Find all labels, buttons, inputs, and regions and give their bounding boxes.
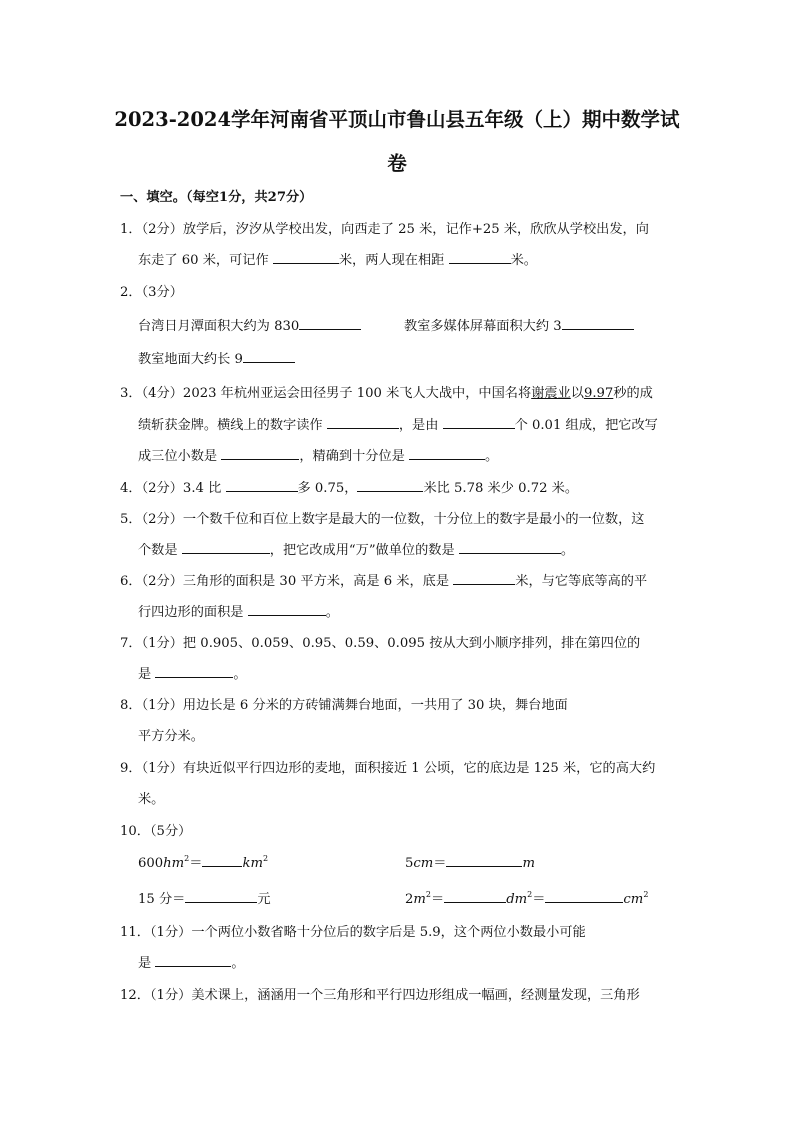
question-3-line1 [120,382,653,401]
equals: ＝ [431,892,445,907]
text: 。 [560,543,575,558]
question-5-line1: 5．（2分）一个数千位和百位上数字是最大的一位数，十分位上的数字是最小的一位数，这 [120,512,645,527]
question-8-line2: 平方分米。 [138,729,204,744]
text: 米比 5.78 米少 0.72 米。 [423,481,579,496]
unit: m [413,892,426,907]
unit: m [522,856,535,871]
exponent: 2 [262,854,269,863]
question-1-line2 [138,249,537,268]
text: 教室多媒体屏幕面积大约 3 [404,319,562,334]
equals: ＝ [189,856,203,871]
equals: ＝ [433,856,447,871]
text: 个 0.01 组成，把它改写 [514,418,658,433]
answer-blank[interactable] [409,447,485,460]
question-7-line1: 7．（1分）把 0.905、0.059、0.95、0.59、0.095 按从大到小顺序排列，排在第四位的 [120,636,641,651]
answer-blank[interactable] [155,954,231,967]
question-10-conv3 [138,888,271,907]
answer-blank[interactable] [444,890,506,903]
text: 15 分＝ [138,892,186,907]
section-heading: 一、填空。（每空1分，共27分） [120,190,313,205]
answer-blank[interactable] [459,541,561,554]
text: ，精确到十分位是 [299,449,405,464]
question-2-row2 [138,348,295,367]
question-2-head: 2．（3分） [120,285,183,300]
question-10-conv2 [405,852,535,871]
question-5-line2 [138,539,574,558]
text: 4．（2分）3.4 比 [120,481,222,496]
question-6-line2 [138,601,339,620]
text: 5 [405,856,414,871]
text: 秒的成 [613,386,653,401]
text: 是 [138,956,152,971]
answer-blank[interactable] [226,479,298,492]
text: 绩斩获金牌。横线上的数字读作 [138,418,323,433]
text: 600 [138,856,164,871]
text: ，把它改成用“万”做单位的数是 [269,543,455,558]
question-11-line2 [138,952,245,971]
answer-blank[interactable] [449,251,511,264]
answer-blank[interactable] [562,317,634,330]
answer-blank[interactable] [182,541,270,554]
question-2-row1 [138,315,361,334]
text: 3．（4分）2023 年杭州亚运会田径男子 100 米飞人大战中，中国名将 [120,386,532,401]
question-12-line1: 12．（1分）美术课上，涵涵用一个三角形和平行四边形组成一幅画，经测量发现，三角形 [120,988,640,1003]
question-7-line2 [138,663,247,682]
answer-blank[interactable] [327,416,399,429]
answer-blank[interactable] [248,603,326,616]
question-2-row1-right [404,315,634,334]
text: 米，两人现在相距 [338,253,445,268]
answer-blank[interactable] [221,447,299,460]
text: 6．（2分）三角形的面积是 30 平方米，高是 6 米，底是 [120,574,450,589]
answer-blank[interactable] [545,890,623,903]
text: 元 [257,892,271,907]
underlined-number: 9.97 [583,386,614,401]
exponent: 2 [425,890,431,899]
answer-blank[interactable] [185,890,257,903]
exam-title-line1: 2023-2024学年河南省平顶山市鲁山县五年级（上）期中数学试 [114,108,680,131]
text: ，是由 [398,418,439,433]
text: 成三位小数是 [138,449,218,464]
text: 。 [231,956,245,971]
question-9-line2: 米。 [138,792,165,807]
text: 行四边形的面积是 [138,605,244,620]
question-10-conv1 [138,852,268,871]
exponent: 2 [527,890,533,899]
unit: cm [413,856,434,871]
answer-blank[interactable] [443,416,515,429]
unit: dm [506,892,528,907]
exam-title-line2: 卷 [387,152,407,175]
unit: cm [623,892,644,907]
text: 多 0.75， [297,481,358,496]
answer-blank[interactable] [446,854,522,867]
answer-blank[interactable] [453,572,515,585]
answer-blank[interactable] [155,665,233,678]
text: 以 [570,386,584,401]
text: 。 [325,605,339,620]
exponent: 2 [184,854,190,863]
exponent: 2 [643,890,649,899]
answer-blank[interactable] [357,479,423,492]
equals: ＝ [532,892,546,907]
unit: km [242,856,263,871]
question-6-line1 [120,570,647,589]
text: 是 [138,667,152,682]
question-11-line1: 11．（1分）一个两位小数省略十分位后的数字后是 5.9，这个两位小数最小可能 [120,925,586,940]
text: 。 [233,667,247,682]
question-3-line3 [138,445,498,464]
answer-blank[interactable] [273,251,339,264]
text: 东走了 60 米，可记作 [138,253,269,268]
text: 台湾日月潭面积大约为 830 [138,319,300,334]
question-10-head: 10．（5分） [120,824,192,839]
unit: hm [163,856,185,871]
answer-blank[interactable] [299,317,361,330]
question-8-line1: 8．（1分）用边长是 6 分米的方砖铺满舞台地面，一共用了 30 块，舞台地面 [120,698,568,713]
question-10-conv4 [405,888,648,907]
text: 米。 [510,253,537,268]
text: 2 [405,892,414,907]
answer-blank[interactable] [202,854,242,867]
text: 个数是 [138,543,178,558]
question-9-line1: 9．（1分）有块近似平行四边形的麦地，面积接近 1 公顷，它的底边是 125 米，它的高大约 [120,761,656,776]
answer-blank[interactable] [243,350,295,363]
text: 。 [485,449,499,464]
question-3-line2 [138,414,658,433]
question-4 [120,477,578,496]
question-1-line1: 1．（2分）放学后，汐汐从学校出发，向西走了 25 米，记作+25 米，欣欣从学校出发，向 [120,222,649,237]
text: 教室地面大约长 9 [138,352,243,367]
underlined-name: 谢震业 [531,386,571,401]
text: 米，与它等底等高的平 [515,574,648,589]
